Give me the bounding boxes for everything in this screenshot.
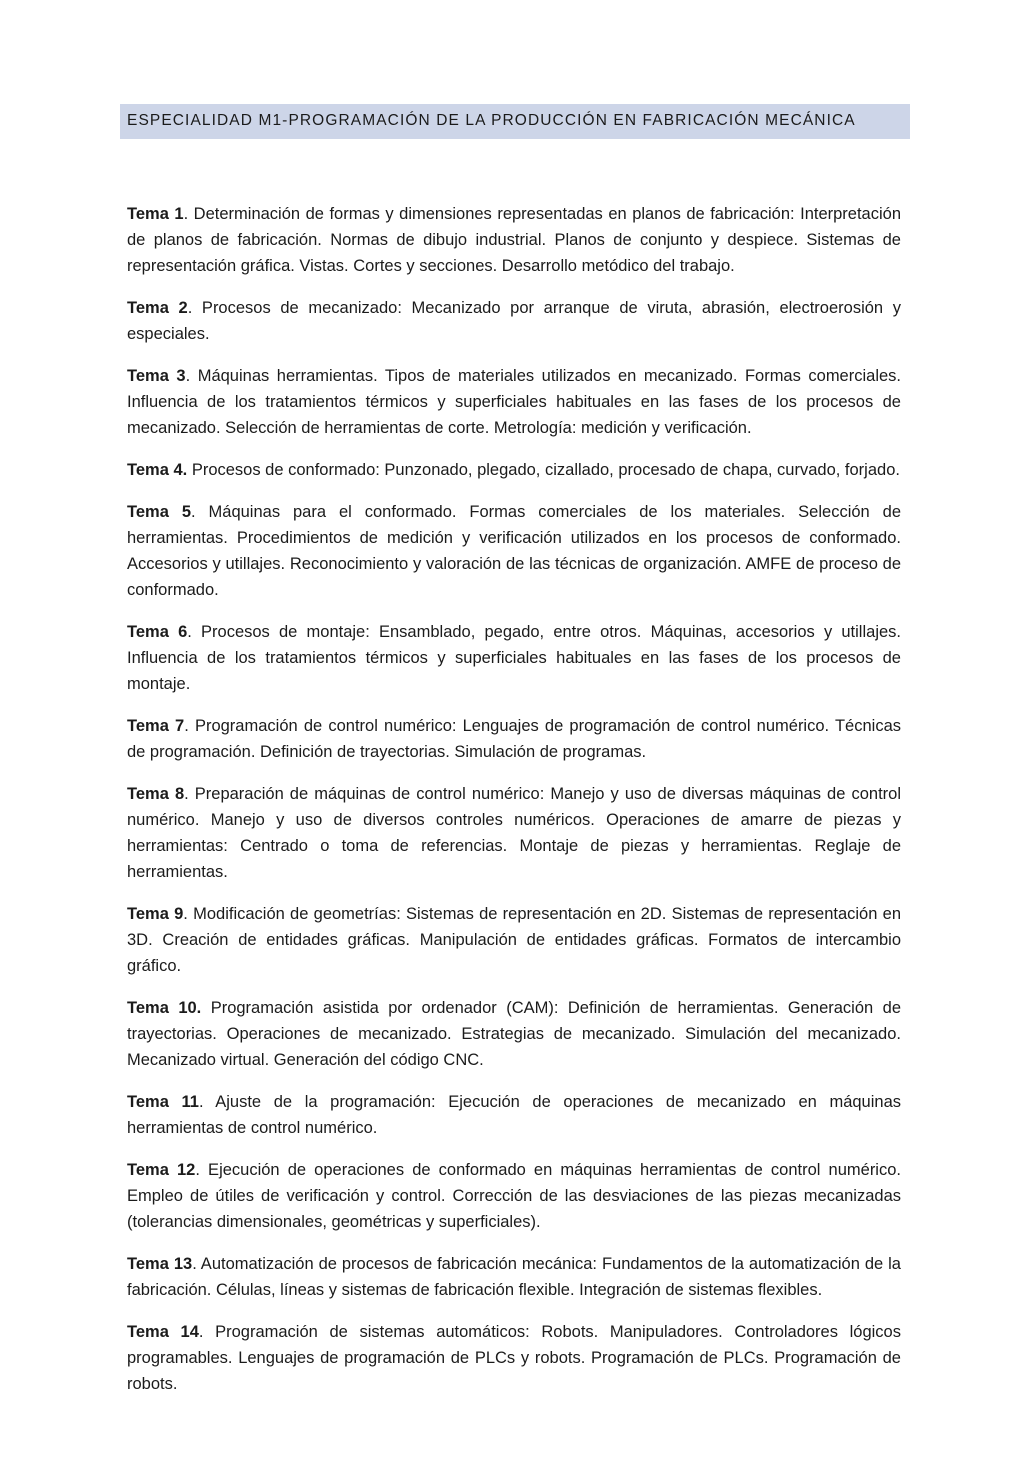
topic-paragraph-9 xyxy=(127,901,901,979)
topic-label: Tema 2 xyxy=(127,299,188,317)
topic-text: . Ejecución de operaciones de conformado en máquinas herramientas de control numérico. Empleo de útiles de verificación y control. Corrección de las desviaciones de las piezas mecanizadas (tolerancias dimensionales, geométricas y superficiales). xyxy=(127,1161,901,1231)
topic-label: Tema 5 xyxy=(127,503,191,521)
topic-text: . Máquinas para el conformado. Formas comerciales de los materiales. Selección de herramientas. Procedimientos de medición y verificación utilizados en los procesos de conformado. Accesorios y utillajes. Reconocimiento y valoración de las técnicas de organización. AMFE de proceso de conformado. xyxy=(127,503,902,599)
topic-text: . Automatización de procesos de fabricación mecánica: Fundamentos de la automatización de la fabricación. Células, líneas y sistemas de fabricación flexible. Integración de sistemas flexibles. xyxy=(127,1255,901,1299)
topic-list xyxy=(127,201,901,1397)
topic-text: . Máquinas herramientas. Tipos de materiales utilizados en mecanizado. Formas comerciales. Influencia de los tratamientos térmicos y superficiales habituales en las fases de los procesos de mecanizado. Selección de herramientas de corte. Metrología: medición y verificación. xyxy=(127,367,902,437)
topic-paragraph-14 xyxy=(127,1319,901,1397)
topic-label: Tema 13 xyxy=(127,1255,193,1273)
topic-paragraph-3 xyxy=(127,363,901,441)
topic-label: Tema 1 xyxy=(127,205,184,223)
topic-text: . Modificación de geometrías: Sistemas de representación en 2D. Sistemas de representación en 3D. Creación de entidades gráficas. Manipulación de entidades gráficas. Formatos de intercambio gráfico. xyxy=(127,905,901,975)
topic-paragraph-1 xyxy=(127,201,901,279)
topic-label: Tema 7 xyxy=(127,717,185,735)
topic-paragraph-13 xyxy=(127,1251,901,1303)
topic-text: . Programación de control numérico: Lenguajes de programación de control numérico. Técnicas de programación. Definición de trayectorias. Simulación de programas. xyxy=(127,717,901,761)
topic-label: Tema 6 xyxy=(127,623,188,641)
section-header xyxy=(120,104,910,139)
topic-paragraph-5 xyxy=(127,499,901,603)
topic-paragraph-7 xyxy=(127,713,901,765)
topic-text: . Procesos de mecanizado: Mecanizado por arranque de viruta, abrasión, electroerosión y especiales. xyxy=(127,299,901,343)
topic-text: Programación asistida por ordenador (CAM): Definición de herramientas. Generación de trayectorias. Operaciones de mecanizado. Estrategias de mecanizado. Simulación del mecanizado. Mecanizado virtual. Generación del código CNC. xyxy=(127,999,901,1069)
topic-paragraph-11 xyxy=(127,1089,901,1141)
topic-label: Tema 4. xyxy=(127,461,188,479)
topic-text: . Ajuste de la programación: Ejecución de operaciones de mecanizado en máquinas herramientas de control numérico. xyxy=(127,1093,902,1137)
topic-label: Tema 14 xyxy=(127,1323,199,1341)
topic-text: . Procesos de montaje: Ensamblado, pegado, entre otros. Máquinas, accesorios y utillajes. Influencia de los tratamientos térmicos y superficiales habituales en las fases de los procesos de montaje. xyxy=(127,623,901,693)
topic-label: Tema 12 xyxy=(127,1161,196,1179)
topic-paragraph-6 xyxy=(127,619,901,697)
topic-label: Tema 11 xyxy=(127,1093,199,1111)
topic-text: Procesos de conformado: Punzonado, plegado, cizallado, procesado de chapa, curvado, forjado. xyxy=(187,461,900,479)
topic-paragraph-4 xyxy=(127,457,901,483)
topic-label: Tema 10. xyxy=(127,999,202,1017)
topic-text: . Programación de sistemas automáticos: Robots. Manipuladores. Controladores lógicos programables. Lenguajes de programación de PLCs y robots. Programación de PLCs. Programación de robots. xyxy=(127,1323,901,1393)
topic-paragraph-10 xyxy=(127,995,901,1073)
topic-text: . Determinación de formas y dimensiones representadas en planos de fabricación: Interpretación de planos de fabricación. Normas de dibujo industrial. Planos de conjunto y despiece. Sistemas de representación gráfica. Vistas. Cortes y secciones. Desarrollo metódico del trabajo. xyxy=(127,205,902,275)
topic-paragraph-2 xyxy=(127,295,901,347)
topic-label: Tema 3 xyxy=(127,367,186,385)
topic-paragraph-8 xyxy=(127,781,901,885)
topic-label: Tema 9 xyxy=(127,905,184,923)
topic-label: Tema 8 xyxy=(127,785,185,803)
topic-text: . Preparación de máquinas de control numérico: Manejo y uso de diversas máquinas de control numérico. Manejo y uso de diversos controles numéricos. Operaciones de amarre de piezas y herramientas: Centrado o toma de referencias. Montaje de piezas y herramientas. Reglaje de herramientas. xyxy=(127,785,901,881)
section-header-title: ESPECIALIDAD M1-PROGRAMACIÓN DE LA PRODUCCIÓN EN FABRICACIÓN MECÁNICA xyxy=(127,112,856,129)
topic-paragraph-12 xyxy=(127,1157,901,1235)
